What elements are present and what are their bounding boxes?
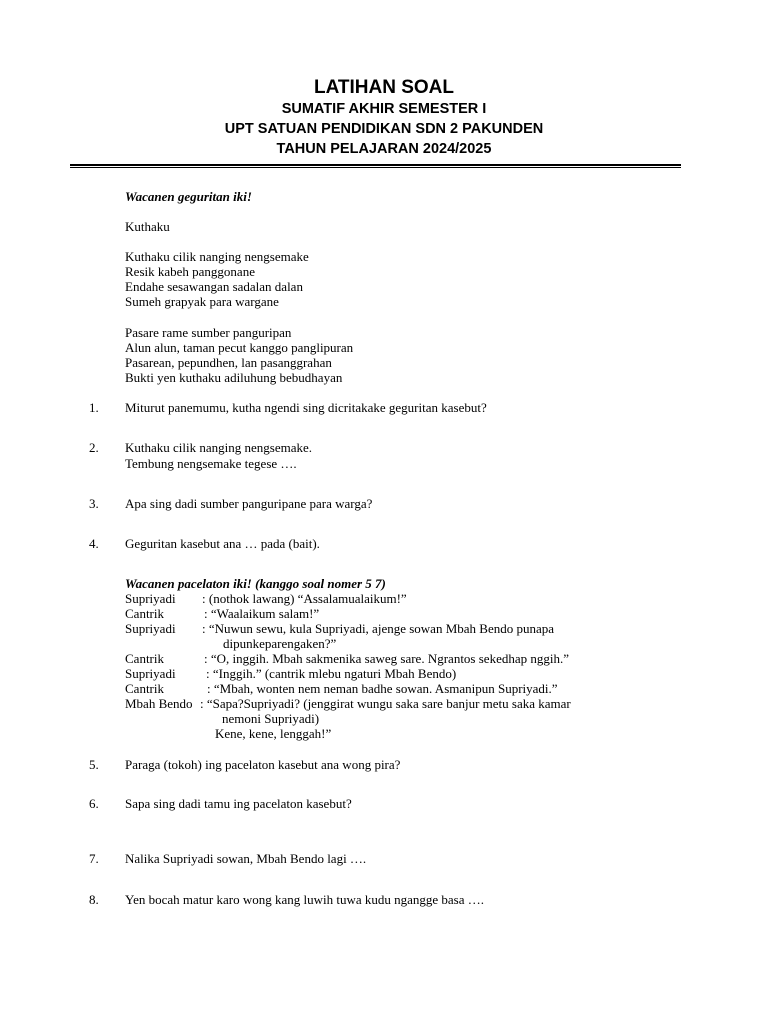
question-text: Kuthaku cilik nanging nengsemake.: [125, 440, 313, 455]
dialog-speaker: Cantrik: [125, 606, 164, 621]
dialog-text: : “Mbah, wonten nem neman badhe sowan. Asmanipun Supriyadi.”: [207, 681, 558, 696]
question-text: Apa sing dadi sumber panguripane para warga?: [125, 496, 373, 511]
school-name: UPT SATUAN PENDIDIKAN SDN 2 PAKUNDEN: [224, 121, 544, 137]
question-text: Sapa sing dadi tamu ing pacelaton kasebut?: [125, 796, 352, 811]
question-text: Geguritan kasebut ana … pada (bait).: [125, 536, 320, 551]
question-number: 3.: [89, 496, 99, 511]
dialog-speaker: Cantrik: [125, 651, 164, 666]
dialog-text: Kene, kene, lenggah!”: [215, 726, 332, 741]
header-divider: [70, 164, 681, 166]
question-number: 5.: [89, 757, 99, 772]
poem-line: Bukti yen kuthaku adiluhung bebudhayan: [125, 370, 343, 385]
dialog-speaker: Supriyadi: [125, 621, 176, 636]
page-title: LATIHAN SOAL: [313, 77, 455, 98]
question-text: Tembung nengsemake tegese ….: [125, 456, 297, 471]
dialog-speaker: Supriyadi: [125, 591, 176, 606]
dialog-text: : “Sapa?Supriyadi? (jenggirat wungu saka sare banjur metu saka kamar: [200, 696, 571, 711]
exam-subtitle: SUMATIF AKHIR SEMESTER I: [281, 101, 487, 117]
poem-instruction: Wacanen geguritan iki!: [125, 189, 252, 204]
question-number: 7.: [89, 851, 99, 866]
academic-year: TAHUN PELAJARAN 2024/2025: [276, 141, 492, 157]
poem-line: Pasare rame sumber panguripan: [125, 325, 292, 340]
dialog-text: dipunkeparengaken?”: [223, 636, 337, 651]
dialog-speaker: Mbah Bendo: [125, 696, 193, 711]
question-text: Miturut panemumu, kutha ngendi sing dicritakake geguritan kasebut?: [125, 400, 487, 415]
question-number: 6.: [89, 796, 99, 811]
poem-line: Kuthaku cilik nanging nengsemake: [125, 249, 309, 264]
poem-line: Alun alun, taman pecut kanggo panglipuran: [125, 340, 354, 355]
poem-title: Kuthaku: [125, 219, 170, 234]
question-number: 1.: [89, 400, 99, 415]
dialog-text: nemoni Supriyadi): [222, 711, 320, 726]
question-number: 2.: [89, 440, 99, 455]
dialog-text: : “O, inggih. Mbah sakmenika saweg sare. Ngrantos sekedhap nggih.”: [204, 651, 569, 666]
dialog-text: : “Nuwun sewu, kula Supriyadi, ajenge sowan Mbah Bendo punapa: [202, 621, 555, 636]
question-text: Nalika Supriyadi sowan, Mbah Bendo lagi ….: [125, 851, 367, 866]
question-number: 8.: [89, 892, 99, 907]
question-text: Paraga (tokoh) ing pacelaton kasebut ana wong pira?: [125, 757, 401, 772]
question-number: 4.: [89, 536, 99, 551]
poem-line: Resik kabeh panggonane: [125, 264, 255, 279]
poem-line: Pasarean, pepundhen, lan pasanggrahan: [125, 355, 332, 370]
dialog-speaker: Cantrik: [125, 681, 164, 696]
question-text: Yen bocah matur karo wong kang luwih tuwa kudu ngangge basa ….: [125, 892, 484, 907]
dialog-text: : “Inggih.” (cantrik mlebu ngaturi Mbah Bendo): [206, 666, 457, 681]
dialog-instruction: Wacanen pacelaton iki! (kanggo soal nomer 5 7): [125, 576, 386, 591]
dialog-speaker: Supriyadi: [125, 666, 176, 681]
poem-line: Endahe sesawangan sadalan dalan: [125, 279, 303, 294]
header-divider-thin: [70, 167, 681, 168]
dialog-text: : “Waalaikum salam!”: [204, 606, 320, 621]
dialog-text: : (nothok lawang) “Assalamualaikum!”: [202, 591, 407, 606]
poem-line: Sumeh grapyak para wargane: [125, 294, 279, 309]
